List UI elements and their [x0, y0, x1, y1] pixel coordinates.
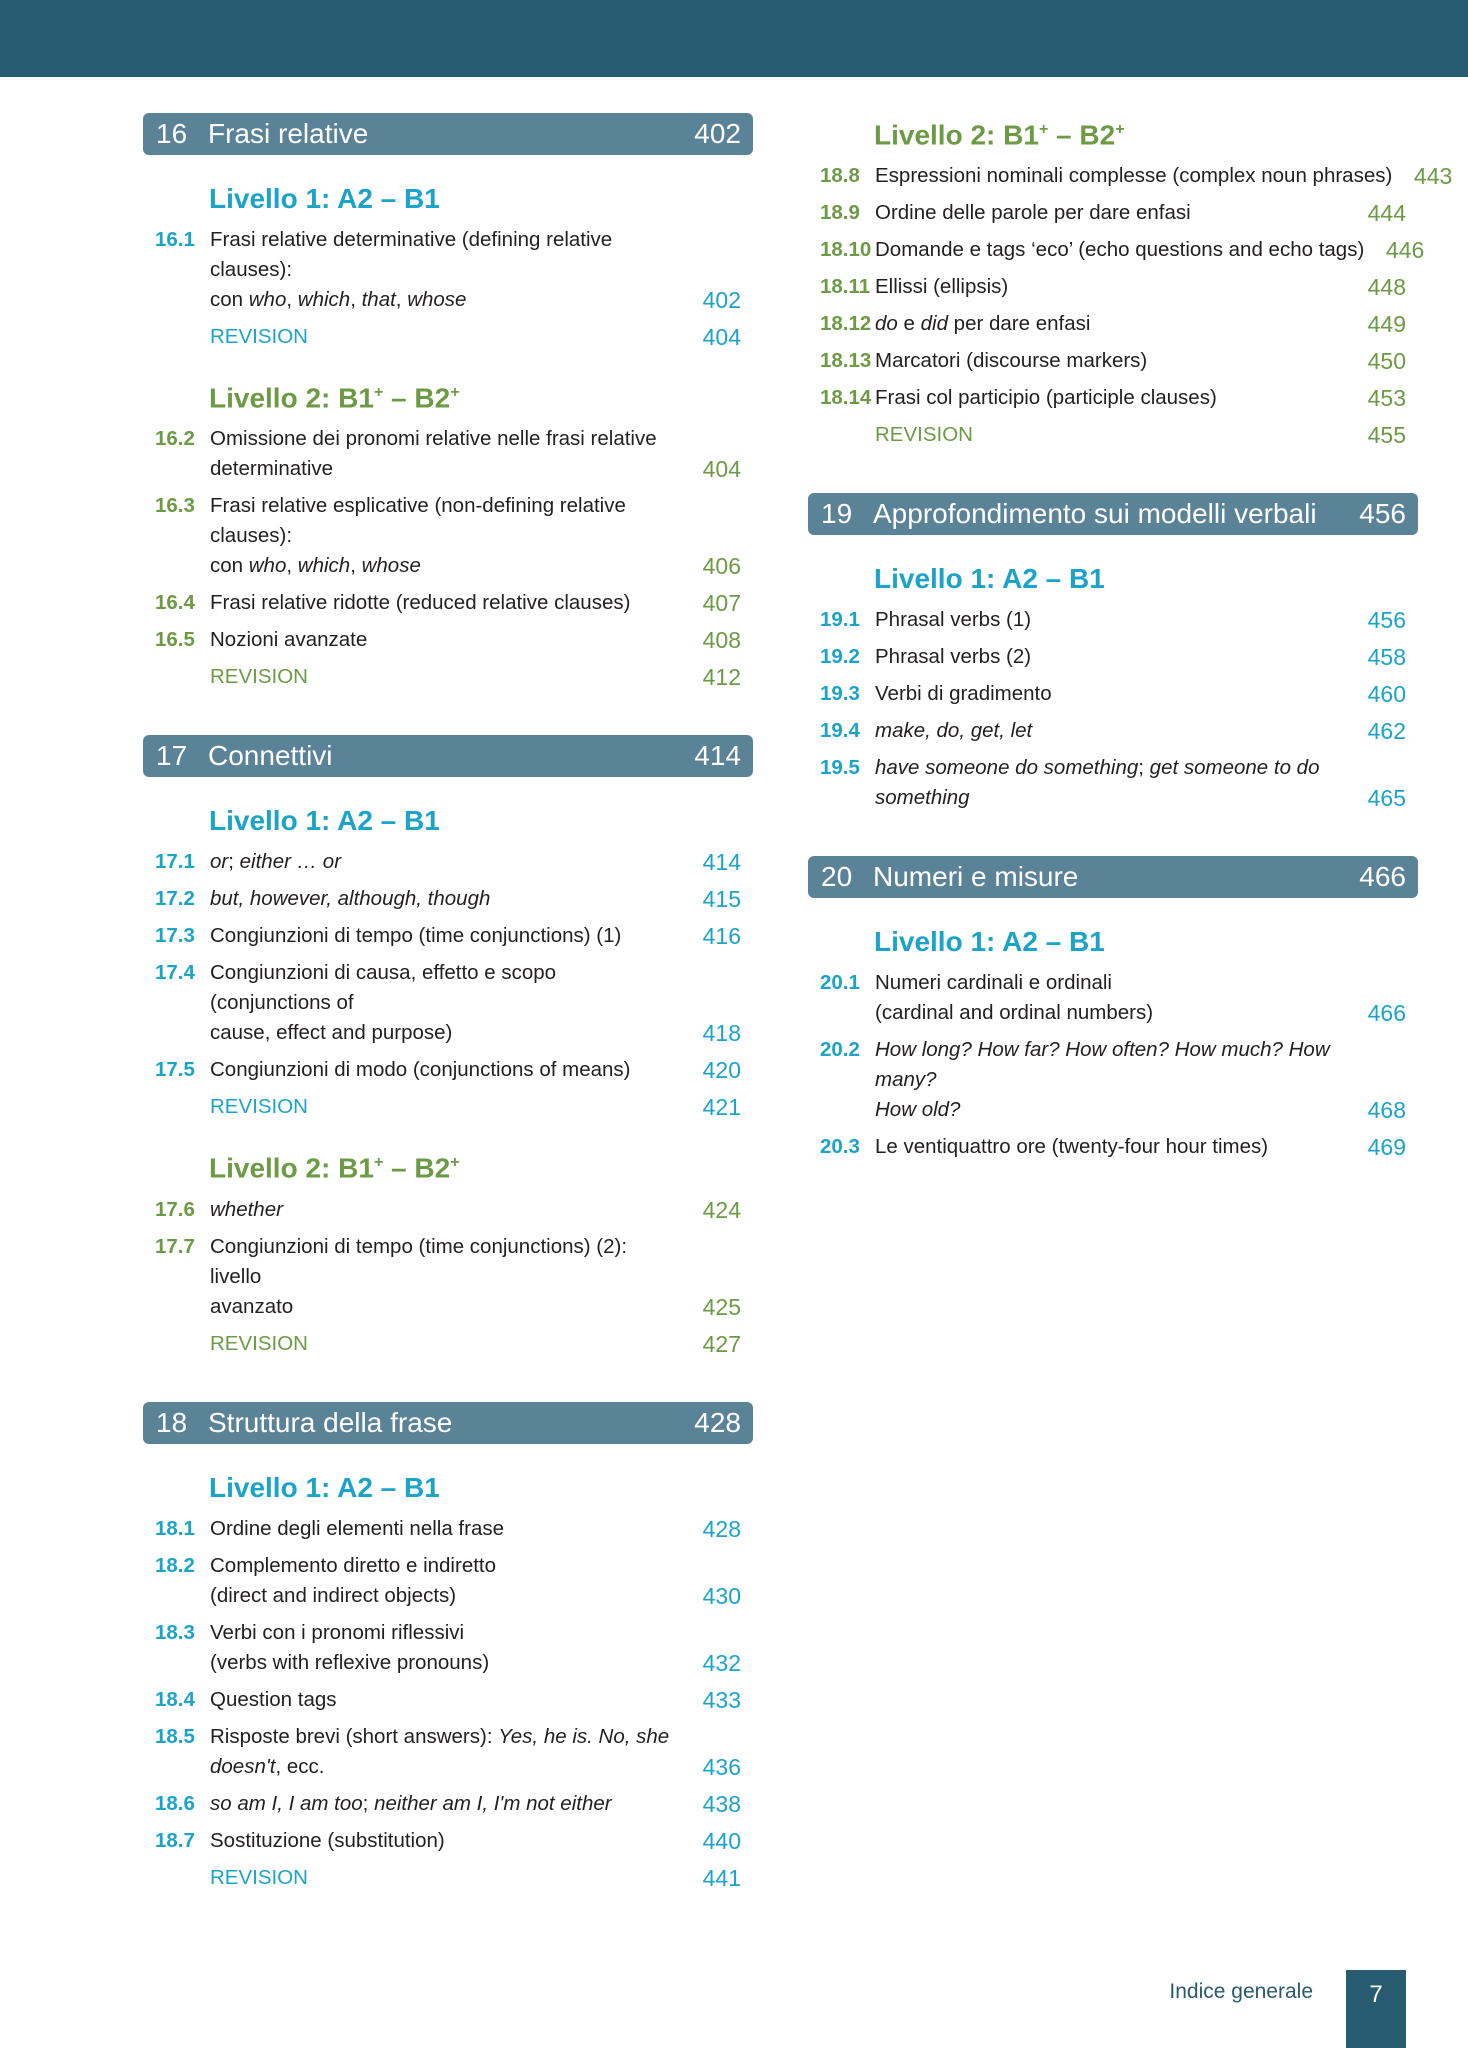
toc-entry-18-2[interactable]: 18.2 Complemento diretto e indiretto (direct and indirect objects) 430 — [155, 1553, 741, 1609]
toc-revision[interactable]: REVISION 427 — [210, 1330, 741, 1357]
toc-entry-17-2[interactable]: 17.2 but, however, although, though 415 — [155, 886, 741, 913]
toc-entry-19-3[interactable]: 19.3 Verbi di gradimento 460 — [820, 681, 1406, 708]
toc-entry-18-11[interactable]: 18.11 Ellissi (ellipsis) 448 — [820, 274, 1406, 301]
toc-revision[interactable]: REVISION 441 — [210, 1864, 741, 1891]
level-1-heading: Livello 1: A2 – B1 — [209, 805, 440, 837]
chapter-16-header[interactable] — [143, 113, 753, 155]
toc-right-column — [808, 110, 1453, 1169]
top-banner — [0, 0, 1468, 77]
toc-entry-17-4[interactable]: 17.4 Congiunzioni di causa, effetto e scopo (conjunctions of cause, effect and purpose) 418 — [155, 961, 741, 1047]
toc-entry-18-13[interactable]: 18.13 Marcatori (discourse markers) 450 — [820, 348, 1406, 375]
chapter-number: 16 — [156, 118, 188, 149]
toc-entry-16-1[interactable]: 16.1 Frasi relative determinative (defining relative clauses): con who, which, that, whose 402 — [155, 228, 741, 313]
toc-entry-19-4[interactable]: 19.4 make, do, get, let 462 — [820, 718, 1406, 745]
toc-entry-17-1[interactable]: 17.1 or; either … or 414 — [155, 849, 741, 876]
toc-entry-18-6[interactable]: 18.6 so am I, I am too; neither am I, I'm not either 438 — [155, 1790, 741, 1817]
toc-entry-17-7[interactable]: 17.7 Congiunzioni di tempo (time conjunctions) (2): livello avanzato 425 — [155, 1234, 741, 1320]
toc-left-column — [143, 113, 753, 1900]
toc-entry-19-5[interactable]: 19.5 have someone do something; get someone to do something 465 — [820, 756, 1406, 812]
toc-entry-18-14[interactable]: 18.14 Frasi col participio (participle clauses) 453 — [820, 385, 1406, 412]
toc-entry-20-2[interactable]: 20.2 How long? How far? How often? How much? How many? How old? 468 — [820, 1038, 1406, 1124]
toc-entry-17-6[interactable]: 17.6 whether 424 — [155, 1196, 741, 1223]
page-number: 7 — [1346, 1970, 1406, 2048]
level-2-heading: Livello 2: B1+ – B2+ — [209, 1152, 460, 1184]
level-1-heading: Livello 1: A2 – B1 — [874, 926, 1105, 958]
toc-entry-18-12[interactable]: 18.12 do e did per dare enfasi 449 — [820, 311, 1406, 338]
toc-entry-18-8[interactable]: 18.8 Espressioni nominali complesse (complex noun phrases) 443 — [820, 163, 1453, 190]
toc-entry-16-4[interactable]: 16.4 Frasi relative ridotte (reduced relative clauses) 407 — [155, 590, 741, 617]
level-1-heading: Livello 1: A2 – B1 — [209, 183, 440, 214]
chapter-18-header[interactable]: 18 Struttura della frase 428 — [143, 1402, 753, 1444]
level-2-heading: Livello 2: B1+ – B2+ — [874, 119, 1125, 151]
footer-section-label: Indice generale — [1169, 1980, 1313, 2003]
toc-entry-18-5[interactable]: 18.5 Risposte brevi (short answers): Yes, he is. No, she doesn't, ecc. 436 — [155, 1724, 741, 1780]
toc-revision[interactable]: REVISION 404 — [210, 324, 741, 350]
toc-entry-18-3[interactable]: 18.3 Verbi con i pronomi riflessivi (verbs with reflexive pronouns) 432 — [155, 1620, 741, 1676]
toc-revision[interactable]: REVISION 412 — [210, 664, 741, 691]
toc-entry-18-4[interactable]: 18.4 Question tags 433 — [155, 1686, 741, 1713]
toc-entry-20-1[interactable]: 20.1 Numeri cardinali e ordinali (cardinal and ordinal numbers) 466 — [820, 971, 1406, 1027]
level-1-heading: Livello 1: A2 – B1 — [874, 563, 1105, 595]
chapter-20-header[interactable]: 20 Numeri e misure 466 — [808, 856, 1418, 898]
toc-entry-19-1[interactable]: 19.1 Phrasal verbs (1) 456 — [820, 607, 1406, 634]
toc-revision[interactable]: REVISION 421 — [210, 1094, 741, 1121]
toc-entry-16-5[interactable]: 16.5 Nozioni avanzate 408 — [155, 627, 741, 654]
chapter-19-header[interactable]: 19 Approfondimento sui modelli verbali 456 — [808, 493, 1418, 535]
chapter-17-header[interactable]: 17 Connettivi 414 — [143, 735, 753, 777]
toc-entry-16-2[interactable]: 16.2 Omissione dei pronomi relative nelle frasi relative determinative 404 — [155, 427, 741, 483]
level-2-heading: Livello 2: B1+ – B2+ — [209, 382, 460, 414]
toc-entry-18-7[interactable]: 18.7 Sostituzione (substitution) 440 — [155, 1827, 741, 1854]
toc-entry-16-3[interactable]: 16.3 Frasi relative esplicative (non-defining relative clauses): con who, which, whose 406 — [155, 494, 741, 580]
toc-entry-18-1[interactable]: 18.1 Ordine degli elementi nella frase 428 — [155, 1515, 741, 1542]
toc-entry-18-10[interactable]: 18.10 Domande e tags ‘eco’ (echo questions and echo tags) 446 — [820, 237, 1425, 264]
toc-entry-20-3[interactable]: 20.3 Le ventiquattro ore (twenty-four hour times) 469 — [820, 1134, 1406, 1161]
chapter-page: 402 — [694, 118, 741, 149]
toc-entry-18-9[interactable]: 18.9 Ordine delle parole per dare enfasi 444 — [820, 200, 1406, 227]
toc-revision[interactable]: REVISION 455 — [875, 422, 1406, 449]
chapter-title: Frasi relative — [208, 118, 369, 149]
toc-entry-17-5[interactable]: 17.5 Congiunzioni di modo (conjunctions of means) 420 — [155, 1057, 741, 1084]
toc-entry-19-2[interactable]: 19.2 Phrasal verbs (2) 458 — [820, 644, 1406, 671]
level-1-heading: Livello 1: A2 – B1 — [209, 1471, 440, 1503]
toc-entry-17-3[interactable]: 17.3 Congiunzioni di tempo (time conjunctions) (1) 416 — [155, 923, 741, 950]
